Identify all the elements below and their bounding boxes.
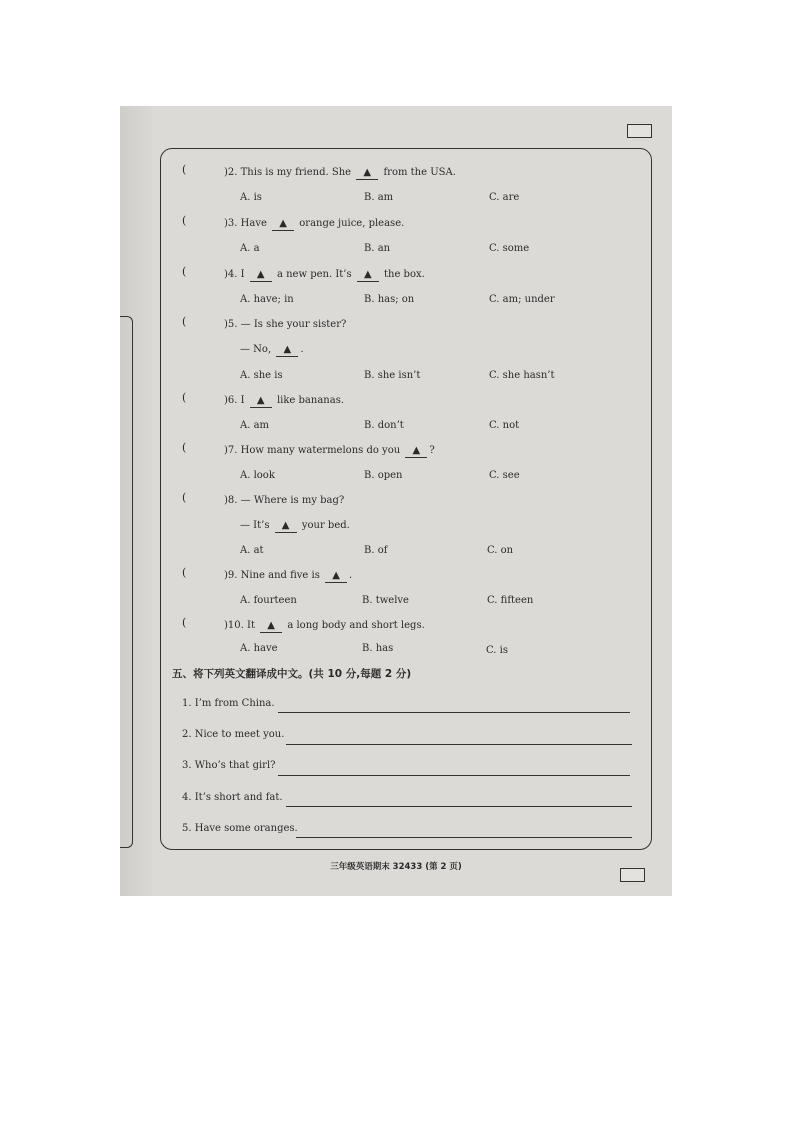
option-b: B. of xyxy=(364,545,388,556)
option-b: B. an xyxy=(364,243,391,254)
translation-item-4: 4. It’s short and fat. xyxy=(182,792,283,803)
question-7: )7. How many watermelons do you ▲ ? xyxy=(224,445,435,456)
answer-paren: ( xyxy=(182,315,187,328)
option-c: C. are xyxy=(489,192,520,203)
option-c: C. is xyxy=(486,645,508,656)
answer-line[interactable] xyxy=(286,744,632,745)
answer-line[interactable] xyxy=(296,837,632,838)
option-c: C. see xyxy=(489,470,520,481)
option-c: C. am; under xyxy=(489,294,555,305)
question-4: )4. I ▲ a new pen. It’s ▲ the box. xyxy=(224,269,425,280)
option-c: C. fifteen xyxy=(487,595,534,606)
answer-blank: ▲ xyxy=(250,395,272,408)
answer-paren: ( xyxy=(182,491,187,504)
answer-line[interactable] xyxy=(278,712,630,713)
translation-item-3: 3. Who’s that girl? xyxy=(182,760,276,771)
option-c: C. on xyxy=(487,545,514,556)
answer-blank: ▲ xyxy=(250,269,272,282)
section-5-title: 五、将下列英文翻译成中文。(共 10 分,每题 2 分) xyxy=(172,668,412,680)
option-b: B. has; on xyxy=(364,294,415,305)
question-10: )10. It ▲ a long body and short legs. xyxy=(224,620,425,631)
side-bracket xyxy=(120,316,133,848)
translation-item-1: 1. I’m from China. xyxy=(182,698,275,709)
answer-paren: ( xyxy=(182,214,187,227)
option-c: C. she hasn’t xyxy=(489,370,555,381)
translation-item-2: 2. Nice to meet you. xyxy=(182,729,285,740)
option-a: A. is xyxy=(240,192,262,203)
answer-blank: ▲ xyxy=(260,620,282,633)
option-b: B. open xyxy=(364,470,403,481)
answer-blank: ▲ xyxy=(356,167,378,180)
translation-item-5: 5. Have some oranges. xyxy=(182,823,298,834)
option-a: A. a xyxy=(240,243,260,254)
answer-blank: ▲ xyxy=(276,344,298,357)
option-a: A. am xyxy=(240,420,270,431)
answer-paren: ( xyxy=(182,391,187,404)
option-b: B. am xyxy=(364,192,394,203)
option-b: B. twelve xyxy=(362,595,409,606)
option-a: A. fourteen xyxy=(240,595,297,606)
question-2: )2. This is my friend. She ▲ from the USA. xyxy=(224,167,456,178)
question-5-reply: — No, ▲ . xyxy=(240,344,304,355)
option-b: B. she isn’t xyxy=(364,370,421,381)
answer-blank: ▲ xyxy=(325,570,347,583)
answer-paren: ( xyxy=(182,566,187,579)
question-5: )5. — Is she your sister? xyxy=(224,319,347,330)
question-9: )9. Nine and five is ▲ . xyxy=(224,570,353,581)
answer-line[interactable] xyxy=(278,775,630,776)
answer-blank: ▲ xyxy=(275,520,297,533)
answer-blank: ▲ xyxy=(357,269,379,282)
option-b: B. don’t xyxy=(364,420,404,431)
answer-blank: ▲ xyxy=(405,445,427,458)
option-a: A. she is xyxy=(240,370,283,381)
option-b: B. has xyxy=(362,643,394,654)
option-c: C. some xyxy=(489,243,530,254)
answer-blank: ▲ xyxy=(272,218,294,231)
corner-marker-bottom xyxy=(620,868,645,882)
answer-paren: ( xyxy=(182,441,187,454)
option-a: A. have xyxy=(240,643,278,654)
exam-paper xyxy=(120,106,672,896)
page-footer: 三年级英语期末 32433 (第 2 页) xyxy=(330,862,462,872)
corner-marker-top xyxy=(627,124,652,138)
answer-paren: ( xyxy=(182,163,187,176)
option-a: A. have; in xyxy=(240,294,294,305)
question-8: )8. — Where is my bag? xyxy=(224,495,345,506)
question-8-reply: — It’s ▲ your bed. xyxy=(240,520,350,531)
question-3: )3. Have ▲ orange juice, please. xyxy=(224,218,405,229)
option-a: A. look xyxy=(240,470,275,481)
answer-paren: ( xyxy=(182,616,187,629)
option-a: A. at xyxy=(240,545,264,556)
answer-paren: ( xyxy=(182,265,187,278)
option-c: C. not xyxy=(489,420,520,431)
question-6: )6. I ▲ like bananas. xyxy=(224,395,344,406)
answer-line[interactable] xyxy=(286,806,632,807)
